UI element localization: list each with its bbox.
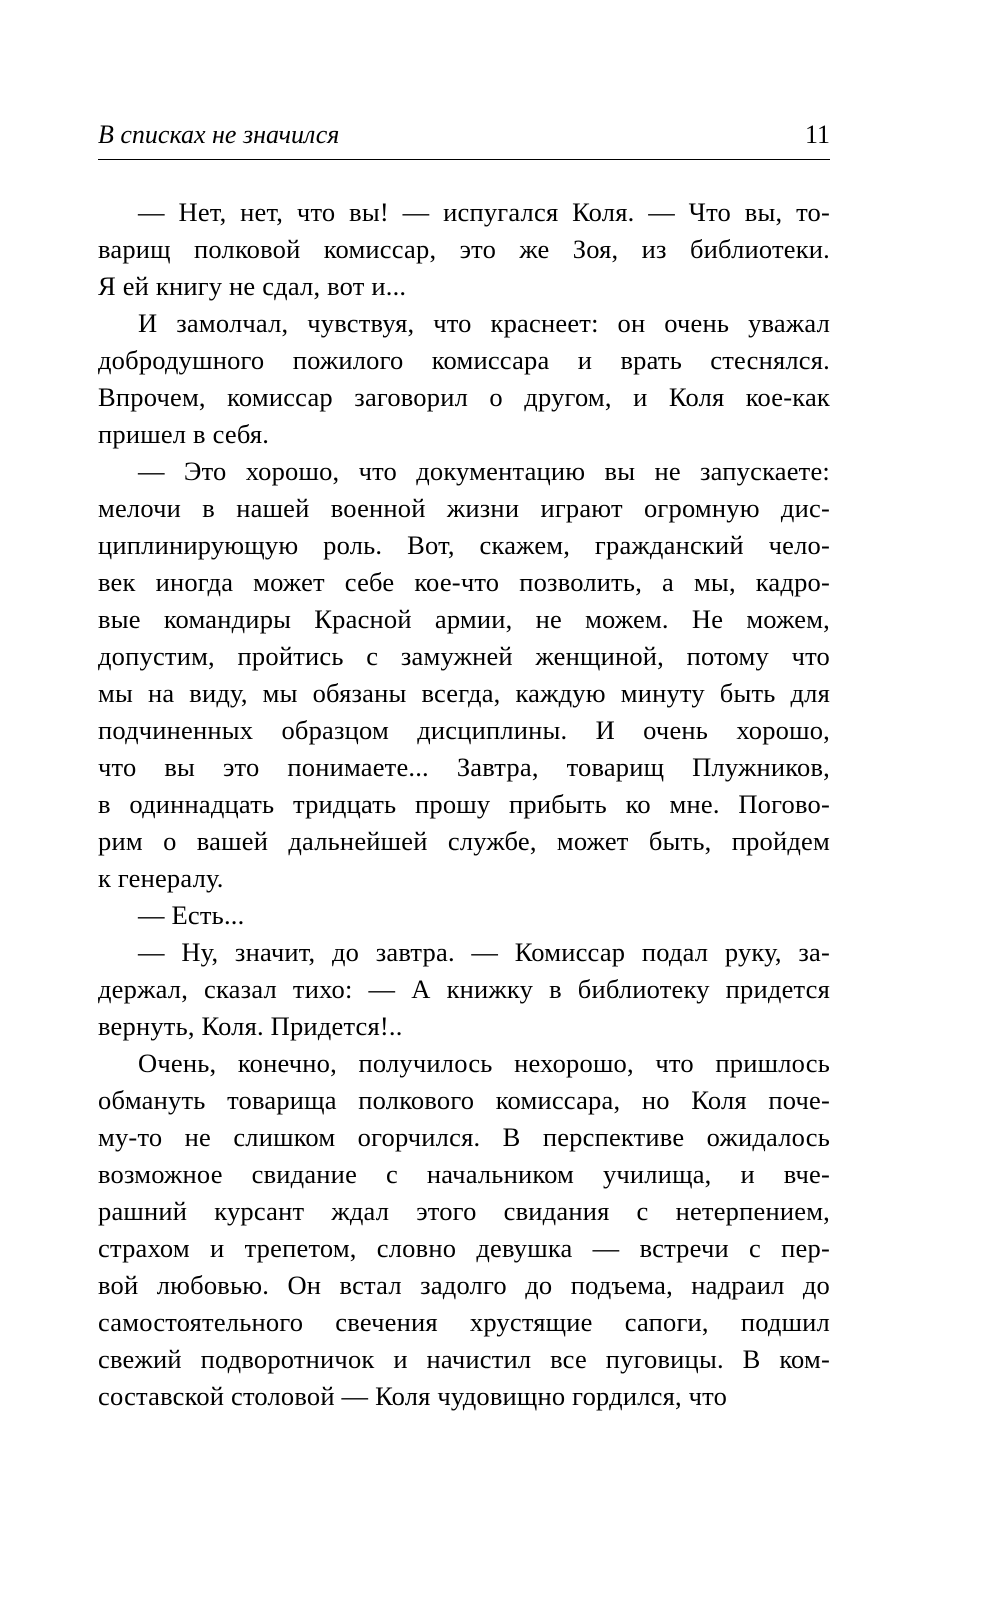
- text-line: добродушного пожилого комиссара и врать стеснялся.: [98, 345, 830, 375]
- paragraph: [98, 305, 830, 453]
- paragraph: [98, 897, 830, 934]
- text-line: Я ей книгу не сдал, вот и...: [98, 271, 407, 301]
- paragraph: [98, 453, 830, 897]
- text-line: рим о вашей дальнейшей службе, может быть, пройдем: [98, 826, 830, 856]
- running-header: [98, 120, 830, 150]
- paragraph: [98, 934, 830, 1045]
- text-line: подчиненных образцом дисциплины. И очень хорошо,: [98, 715, 830, 745]
- text-line: мелочи в нашей военной жизни играют огромную дис-: [98, 493, 830, 523]
- page-number: 11: [804, 120, 830, 149]
- text-line: И замолчал, чувствуя, что краснеет: он очень уважал: [138, 308, 830, 338]
- text-line: век иногда может себе кое-что позволить, а мы, кадро-: [98, 567, 830, 597]
- text-line: циплинирующую роль. Вот, скажем, гражданский чело-: [98, 530, 830, 560]
- text-line: допустим, пройтись с замужней женщиной, потому что: [98, 641, 830, 671]
- text-line: Впрочем, комиссар заговорил о другом, и Коля кое-как: [98, 382, 830, 412]
- text-line: свежий подворотничок и начистил все пуговицы. В ком-: [98, 1344, 830, 1374]
- text-line: рашний курсант ждал этого свидания с нетерпением,: [98, 1196, 830, 1226]
- text-line: — Ну, значит, до завтра. — Комиссар подал руку, за-: [138, 937, 830, 967]
- text-line: вернуть, Коля. Придется!..: [98, 1011, 403, 1041]
- text-line: самостоятельного свечения хрустящие сапоги, подшил: [98, 1307, 830, 1337]
- text-line: обмануть товарища полкового комиссара, но Коля поче-: [98, 1085, 830, 1115]
- text-line: — Есть...: [138, 900, 245, 930]
- text-line: к генералу.: [98, 863, 224, 893]
- text-line: страхом и трепетом, словно девушка — встречи с пер-: [98, 1233, 830, 1263]
- text-line: пришел в себя.: [98, 419, 270, 449]
- paragraph: [98, 194, 830, 305]
- text-line: — Нет, нет, что вы! — испугался Коля. — Что вы, то-: [138, 197, 830, 227]
- text-line: варищ полковой комиссар, это же Зоя, из библиотеки.: [98, 234, 830, 264]
- text-line: что вы это понимаете... Завтра, товарищ Плужников,: [98, 752, 830, 782]
- paragraph: [98, 1045, 830, 1415]
- text-line: в одиннадцать тридцать прошу прибыть ко мне. Погово-: [98, 789, 830, 819]
- text-line: му-то не слишком огорчился. В перспективе ожидалось: [98, 1122, 830, 1152]
- text-line: вые командиры Красной армии, не можем. Не можем,: [98, 604, 830, 634]
- running-header-title: В списках не значился: [98, 120, 340, 149]
- text-line: Очень, конечно, получилось нехорошо, что пришлось: [138, 1048, 830, 1078]
- text-line: составской столовой — Коля чудовищно гордился, что: [98, 1381, 728, 1411]
- header-rule: [98, 159, 830, 160]
- text-line: вой любовью. Он встал задолго до подъема, надраил до: [98, 1270, 830, 1300]
- text-line: возможное свидание с начальником училища, и вче-: [98, 1159, 830, 1189]
- text-line: — Это хорошо, что документацию вы не запускаете:: [138, 456, 830, 486]
- text-line: мы на виду, мы обязаны всегда, каждую минуту быть для: [98, 678, 830, 708]
- text-line: держал, сказал тихо: — А книжку в библиотеку придется: [98, 974, 830, 1004]
- text-block: [98, 194, 830, 1415]
